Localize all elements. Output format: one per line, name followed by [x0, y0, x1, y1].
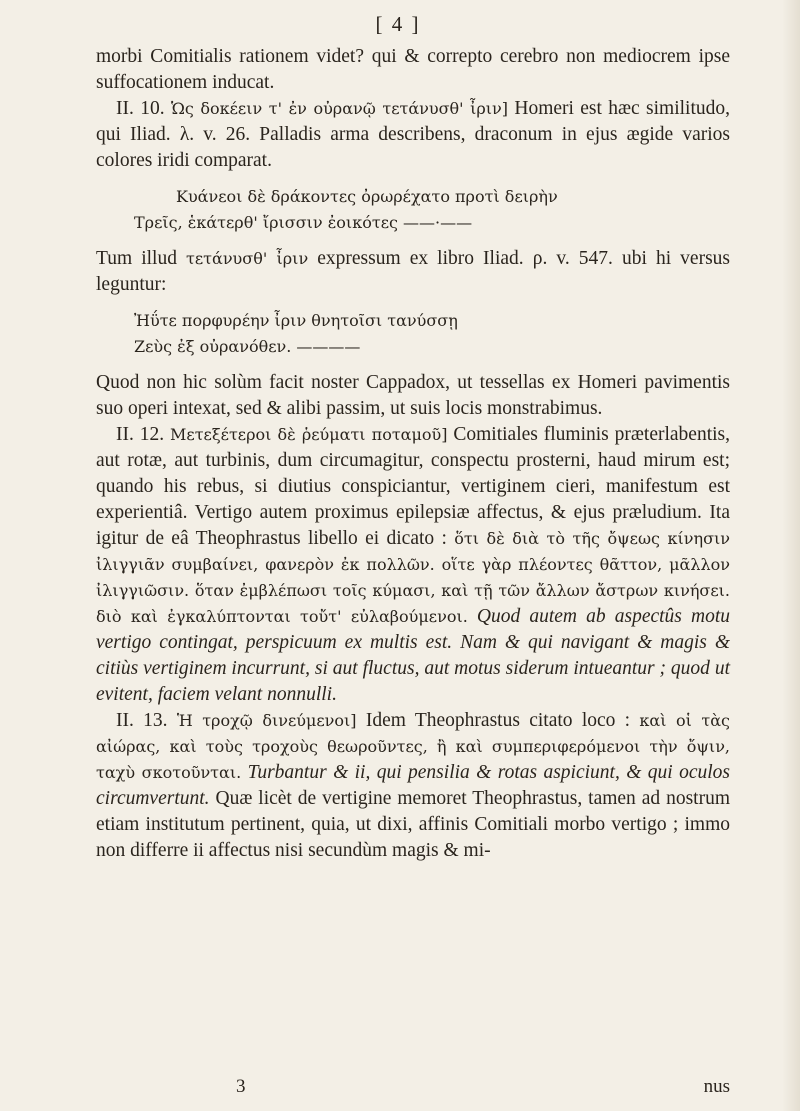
greek-quotation: ὅτι δὲ διὰ τὸ τῆς ὄψεως κίνησιν ἰλιγγιᾶν συμβαίνει, φανερὸν ἐκ πολλῶν. οἵτε γὰρ πλέοντες θᾶττον, μᾶλλον ἰλιγγιῶσιν. ὅταν ἐμβλέπωσι τοῖς κύμασι, καὶ τῇ τῶν ἄλλων ἄστρων κινήσει. διὸ καὶ ἐγκαλύπτονται τοὔτ' εὐλαβούμενοι.: [96, 529, 730, 626]
latin-translation: Quod autem ab aspectûs motu vertigo contingat, perspicuum ex multis est. Nam & qui navigant & magis & citiùs vertiginem incurrunt, si aut fluctus, aut motus siderum intueantur ; quod ut evitent, faciem velant nonnulli.: [96, 606, 730, 705]
section-label: II. 12.: [116, 424, 165, 445]
verse-line: Κυάνεοι δὲ δράκοντες ὀρωρέχατο προτὶ δειρὴν: [176, 187, 558, 206]
paragraph-6: [96, 708, 730, 864]
paragraph-5: [96, 422, 730, 708]
section-label: II. 10.: [116, 98, 165, 119]
verse-quotation-2: [96, 308, 730, 360]
paragraph-5-text: Comitiales fluminis præterlabentis, aut rotæ, aut turbinis, dum circumagitur, conspectu prosterni, haud mirum est; quando his rebus, si diutius conspiciantur, vertiginem cieri, manifestum est experientiâ. Vertigo autem proximus epilepsiæ affectus, & ejus præludium. Ita igitur de eâ Theophrastus libello ei dicato :: [96, 424, 730, 549]
verse-line: Ἠΰτε πορφυρέην ἶριν θνητοῖσι τανύσσῃ: [134, 311, 458, 330]
paragraph-3: [96, 246, 730, 298]
paragraph-3-pre: Tum illud: [96, 248, 177, 269]
signature-mark: 3: [236, 1076, 246, 1097]
greek-lemma: Ὡς δοκέειν τ' ἐν οὐρανῷ τετάνυσθ' ἶριν]: [170, 99, 509, 118]
paragraph-6-text-1: Idem Theophrastus citato loco :: [365, 710, 631, 731]
greek-phrase: τετάνυσθ' ἶριν: [186, 249, 309, 268]
verse-quotation-1: [96, 184, 730, 236]
greek-lemma: Μετεξέτεροι δὲ ῥεύματι ποταμοῦ]: [170, 425, 448, 444]
paragraph-2-text: Homeri est hæc similitudo, qui Iliad. λ. v. 26. Palladis arma describens, draconum in ejus ægide varios colores iridi comparat.: [96, 98, 730, 171]
latin-translation: Turbantur & ii, qui pensilia & rotas aspiciunt, & qui oculos circumvertunt.: [96, 762, 730, 809]
paragraph-6-text-2: Quæ licèt de vertigine memoret Theophrastus, tamen ad nostrum etiam institutum pertinent, quia, ut dixi, affinis Comitiali morbo vertigo ; immo non differre ii affectus nisi secundùm magis & mi-: [96, 788, 730, 861]
section-label: II. 13.: [116, 710, 168, 731]
paragraph-4: Quod non hic solùm facit noster Cappadox, ut tessellas ex Homeri pavimentis suo operi intexat, sed & alibi passim, ut suis locis monstrabimus.: [96, 372, 730, 419]
verse-line: Τρεῖς, ἑκάτερθ' ἴρισσιν ἐοικότες ——·——: [134, 213, 473, 232]
greek-quotation: καὶ οἱ τὰς αἰώρας, καὶ τοὺς τροχοὺς θεωροῦντες, ἢ καὶ συμπεριφερόμενοι τὴν ὄψιν, ταχὺ σκοτοῦνται.: [96, 711, 731, 782]
paragraph-1-text: morbi Comitialis rationem videt? qui & correpto cerebro non mediocrem ipse suffocationem inducat.: [96, 46, 730, 93]
verse-line: Ζεὺς ἐξ οὐρανόθεν. ————: [134, 337, 361, 356]
paragraph-2: [96, 96, 730, 174]
catchword: nus: [703, 1076, 730, 1097]
page-number: [ 4 ]: [375, 12, 421, 36]
paragraph-1: [96, 44, 730, 96]
paragraph-3-text: expressum ex libro Iliad. ρ. v. 547. ubi hi versus leguntur:: [96, 248, 731, 295]
greek-lemma: Ἡ τροχῷ δινεύμενοι]: [176, 711, 357, 730]
